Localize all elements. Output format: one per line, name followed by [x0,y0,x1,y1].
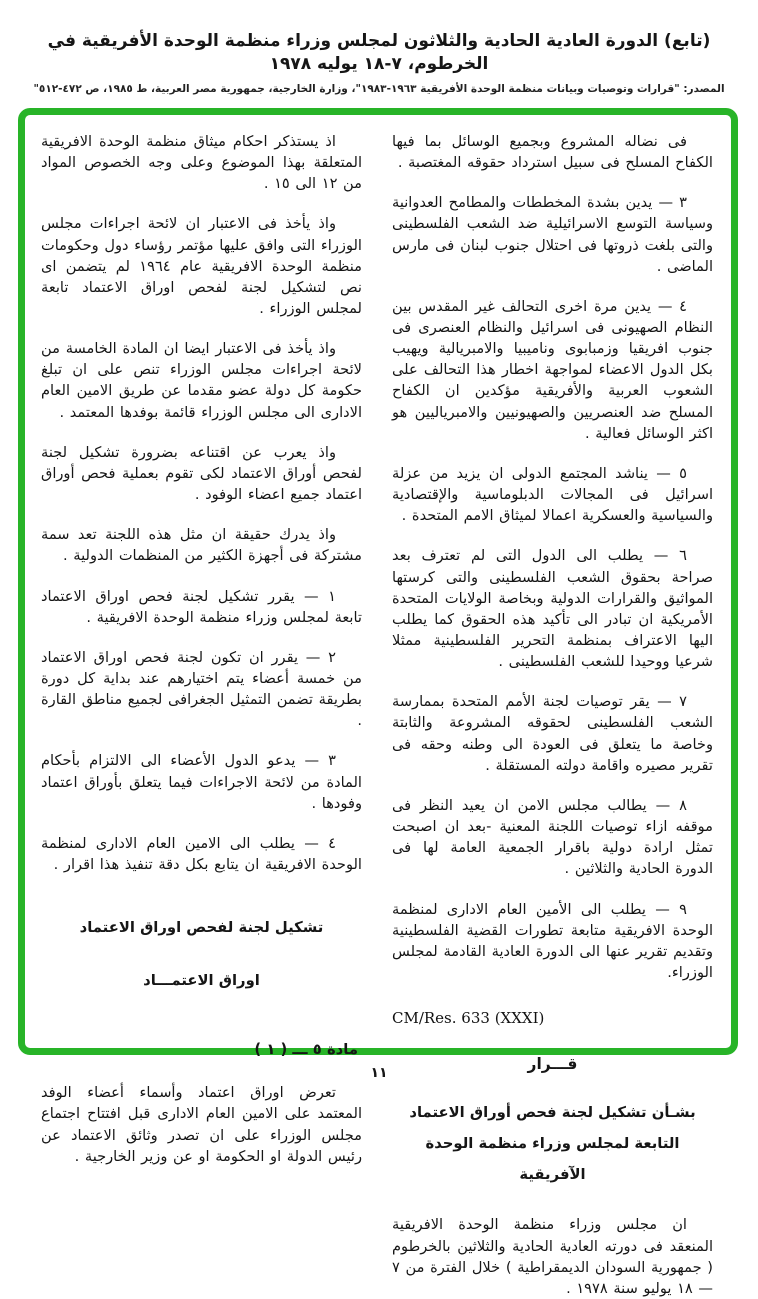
operative-item-3: ٣ — يدعو الدول الأعضاء الى الالتزام بأحكام المادة من لائحة الاجراءات فيما يتعلق بأوراق اعتماد وفودها . [41,752,362,812]
source-citation: المصدر: "قرارات وتوصيات وبيانات منظمة الوحدة الأفريقية ١٩٦٣-١٩٨٣"، وزارة الخارجية، جمهورية مصر العربية، ط ١٩٨٥، ص ٤٧٢-٥١٢" [33,82,725,95]
resolution-item-9: ٩ — يطلب الى الأمين العام الادارى لمنظمة الوحدة الافريقية متابعة تطورات القضية الفلسطينية وتقديم تقرير عنها الى الدورة العادية القادمة لمجلس الوزراء. [392,900,713,982]
resolution-item-6: ٦ — يطلب الى الدول التى لم تعترف بعد صراحة بحقوق الشعب الفلسطينى والتى كرستها المواثيق والقرارات الدولية وبخاصة الولايات المتحدة الأمريكية ان تبادر الى تأكيد هذه الحقوق كما يطلب اليها الاعتراف بمنظمة التحرير الفلسطينية ممثلا شرعيا ووحيدا للشعب الفلسطينى . [392,547,713,671]
resolution-reference: CM/Res. 633 (XXXI) [392,1009,545,1028]
section-heading-committee: تشكيل لجنة لفحص اوراق الاعتماد [79,919,324,937]
preamble-common-feature: واذ يدرك حقيقة ان مثل هذه اللجنة تعد سمة مشتركة فى أجهزة الكثير من المنظمات الدولية . [41,526,362,565]
right-column [392,131,713,1297]
preamble-rules-1964: واذ يأخذ فى الاعتبار ان لائحة اجراءات مجلس الوزراء التى وافق عليها مؤتمر رؤساء دول وحكومات منظمة الوحدة الافريقية عام ١٩٦٤ لم يتضمن اى نص لتشكيل لجنة لفحص اوراق الاعتماد تابعة لمجلس الوزراء . [41,215,362,317]
decision-heading: قـــرار [527,1055,578,1074]
operative-item-4: ٤ — يطلب الى الامين العام الادارى لمنظمة الوحدة الافريقية ان يتابع بكل دقة تنفيذ هذا اقرار . [41,834,362,874]
operative-item-1: ١ — يقرر تشكيل لجنة فحص اوراق الاعتماد تابعة لمجلس وزراء منظمة الوحدة الافريقية . [41,587,362,626]
article-5-text: تعرض اوراق اعتماد وأسماء أعضاء الوفد المعتمد على الامين العام الادارى قبل افتتاح اجتماع مجلس الوزراء على ان تصدر وثائق الاعتماد عن رئيس الدولة او الحكومة او عن وزير الخارجية . [41,1084,362,1165]
resolution-item-3: ٣ — يدين بشدة المخططات والمطامح العدوانية وسياسة التوسع الاسرائيلية ضد الشعب الفلسطينى والتى بلغت ذروتها فى احتلال جنوب لبنان فى مارس الماضى . [392,194,713,275]
resolution-paragraph-continuation: فى نضاله المشروع وبجميع الوسائل بما فيها الكفاح المسلح فى سبيل استرداد حقوقه المغتصبة . [392,132,713,172]
resolution-item-8: ٨ — يطالب مجلس الامن ان يعيد النظر فى موقفه ازاء توصيات اللجنة المعنية -بعد ان اصبحت تمثل ارادة دولية باقرار الجمعية العامة لها فى الدورة الحادية والثلاثين . [392,796,713,878]
resolution-item-7: ٧ — يقر توصيات لجنة الأمم المتحدة بممارسة الشعب الفلسطينى لحقوقه المشروعة والثابتة وخاصة ما يتعلق فى العودة الى وطنه وحقه فى تقرير مصيره واقامة دولته المستقلة . [392,693,713,774]
decision-subtitle [392,1097,713,1190]
page-number: ١١ [370,1064,388,1081]
left-column [41,131,362,1165]
decision-subtitle-line1: بشـأن تشكيل لجنة فحص أوراق الاعتماد [409,1104,696,1122]
preamble-conviction: واذ يعرب عن اقتناعه بضرورة تشكيل لجنة لفحص أوراق الاعتماد لكى تقوم بعملية فحص أوراق اعتماد جميع اعضاء الوفود . [41,443,362,504]
preamble-article-five: واذ يأخذ فى الاعتبار ايضا ان المادة الخامسة من لائحة اجراءات مجلس الوزراء تنص على ان تبلغ حكومة كل دولة عضو مقدما عن طريق الامين العام الادارى الى مجلس الوزراء قائمة بوفدها المعتمد . [41,340,362,421]
section-heading-credentials: اوراق الاعتمـــاد [143,972,260,990]
article-5-heading: مادة ٥ ـــ ( ١ ) [254,1041,358,1059]
operative-item-2: ٢ — يقرر ان تكون لجنة فحص اوراق الاعتماد من خمسة أعضاء يتم اختيارهم عند بداية كل دورة بطريقة تضمن التمثيل الجغرافى لجميع مناطق القارة . [41,648,362,730]
decision-subtitle-line2: التابعة لمجلس وزراء منظمة الوحدة الآفريقية [425,1135,680,1184]
resolution-item-4: ٤ — يدين مرة اخرى التحالف غير المقدس بين النظام الصهيونى فى اسرائيل والنظام العنصرى فى جنوب افريقيا وزمبابوى وناميبيا والامبريالية ويهيب بكل الدول الاعضاء لمواجهة اخطار هذا التحالف على الشعوب العربية والأفريقية مؤكدين ان الكفاح المسلح ضد العنصريين والصهيونيين والامبرياليين هو اكثر الوسائل فعالية . [392,297,713,442]
preamble-recall-charter: اذ يستذكر احكام ميثاق منظمة الوحدة الافريقية المتعلقة بهذا الموضوع وعلى وجه الخصوص المواد من ١٢ الى ١٥ . [41,132,362,193]
page-header [0,0,758,95]
session-title: (تابع) الدورة العادية الحادية والثلاثون لمجلس وزراء منظمة الوحدة الأفريقية في الخرطوم، ٧-١٨ يوليه ١٩٧٨ [47,31,711,74]
resolution-item-5: ٥ — يناشد المجتمع الدولى ان يزيد من عزلة اسرائيل فى المجالات الدبلوماسية والإقتصادية والسياسية والعسكرية اعمالا لميثاق الامم المتحدة . [392,464,713,525]
decision-opening-paragraph: ان مجلس وزراء منظمة الوحدة الافريقية المنعقد فى دورته العادية الحادية والثلاثين بالخرطوم ( جمهورية السودان الديمقراطية ) خلال الفترة من ٧ — ١٨ يوليو سنة ١٩٧٨ . [392,1216,713,1297]
